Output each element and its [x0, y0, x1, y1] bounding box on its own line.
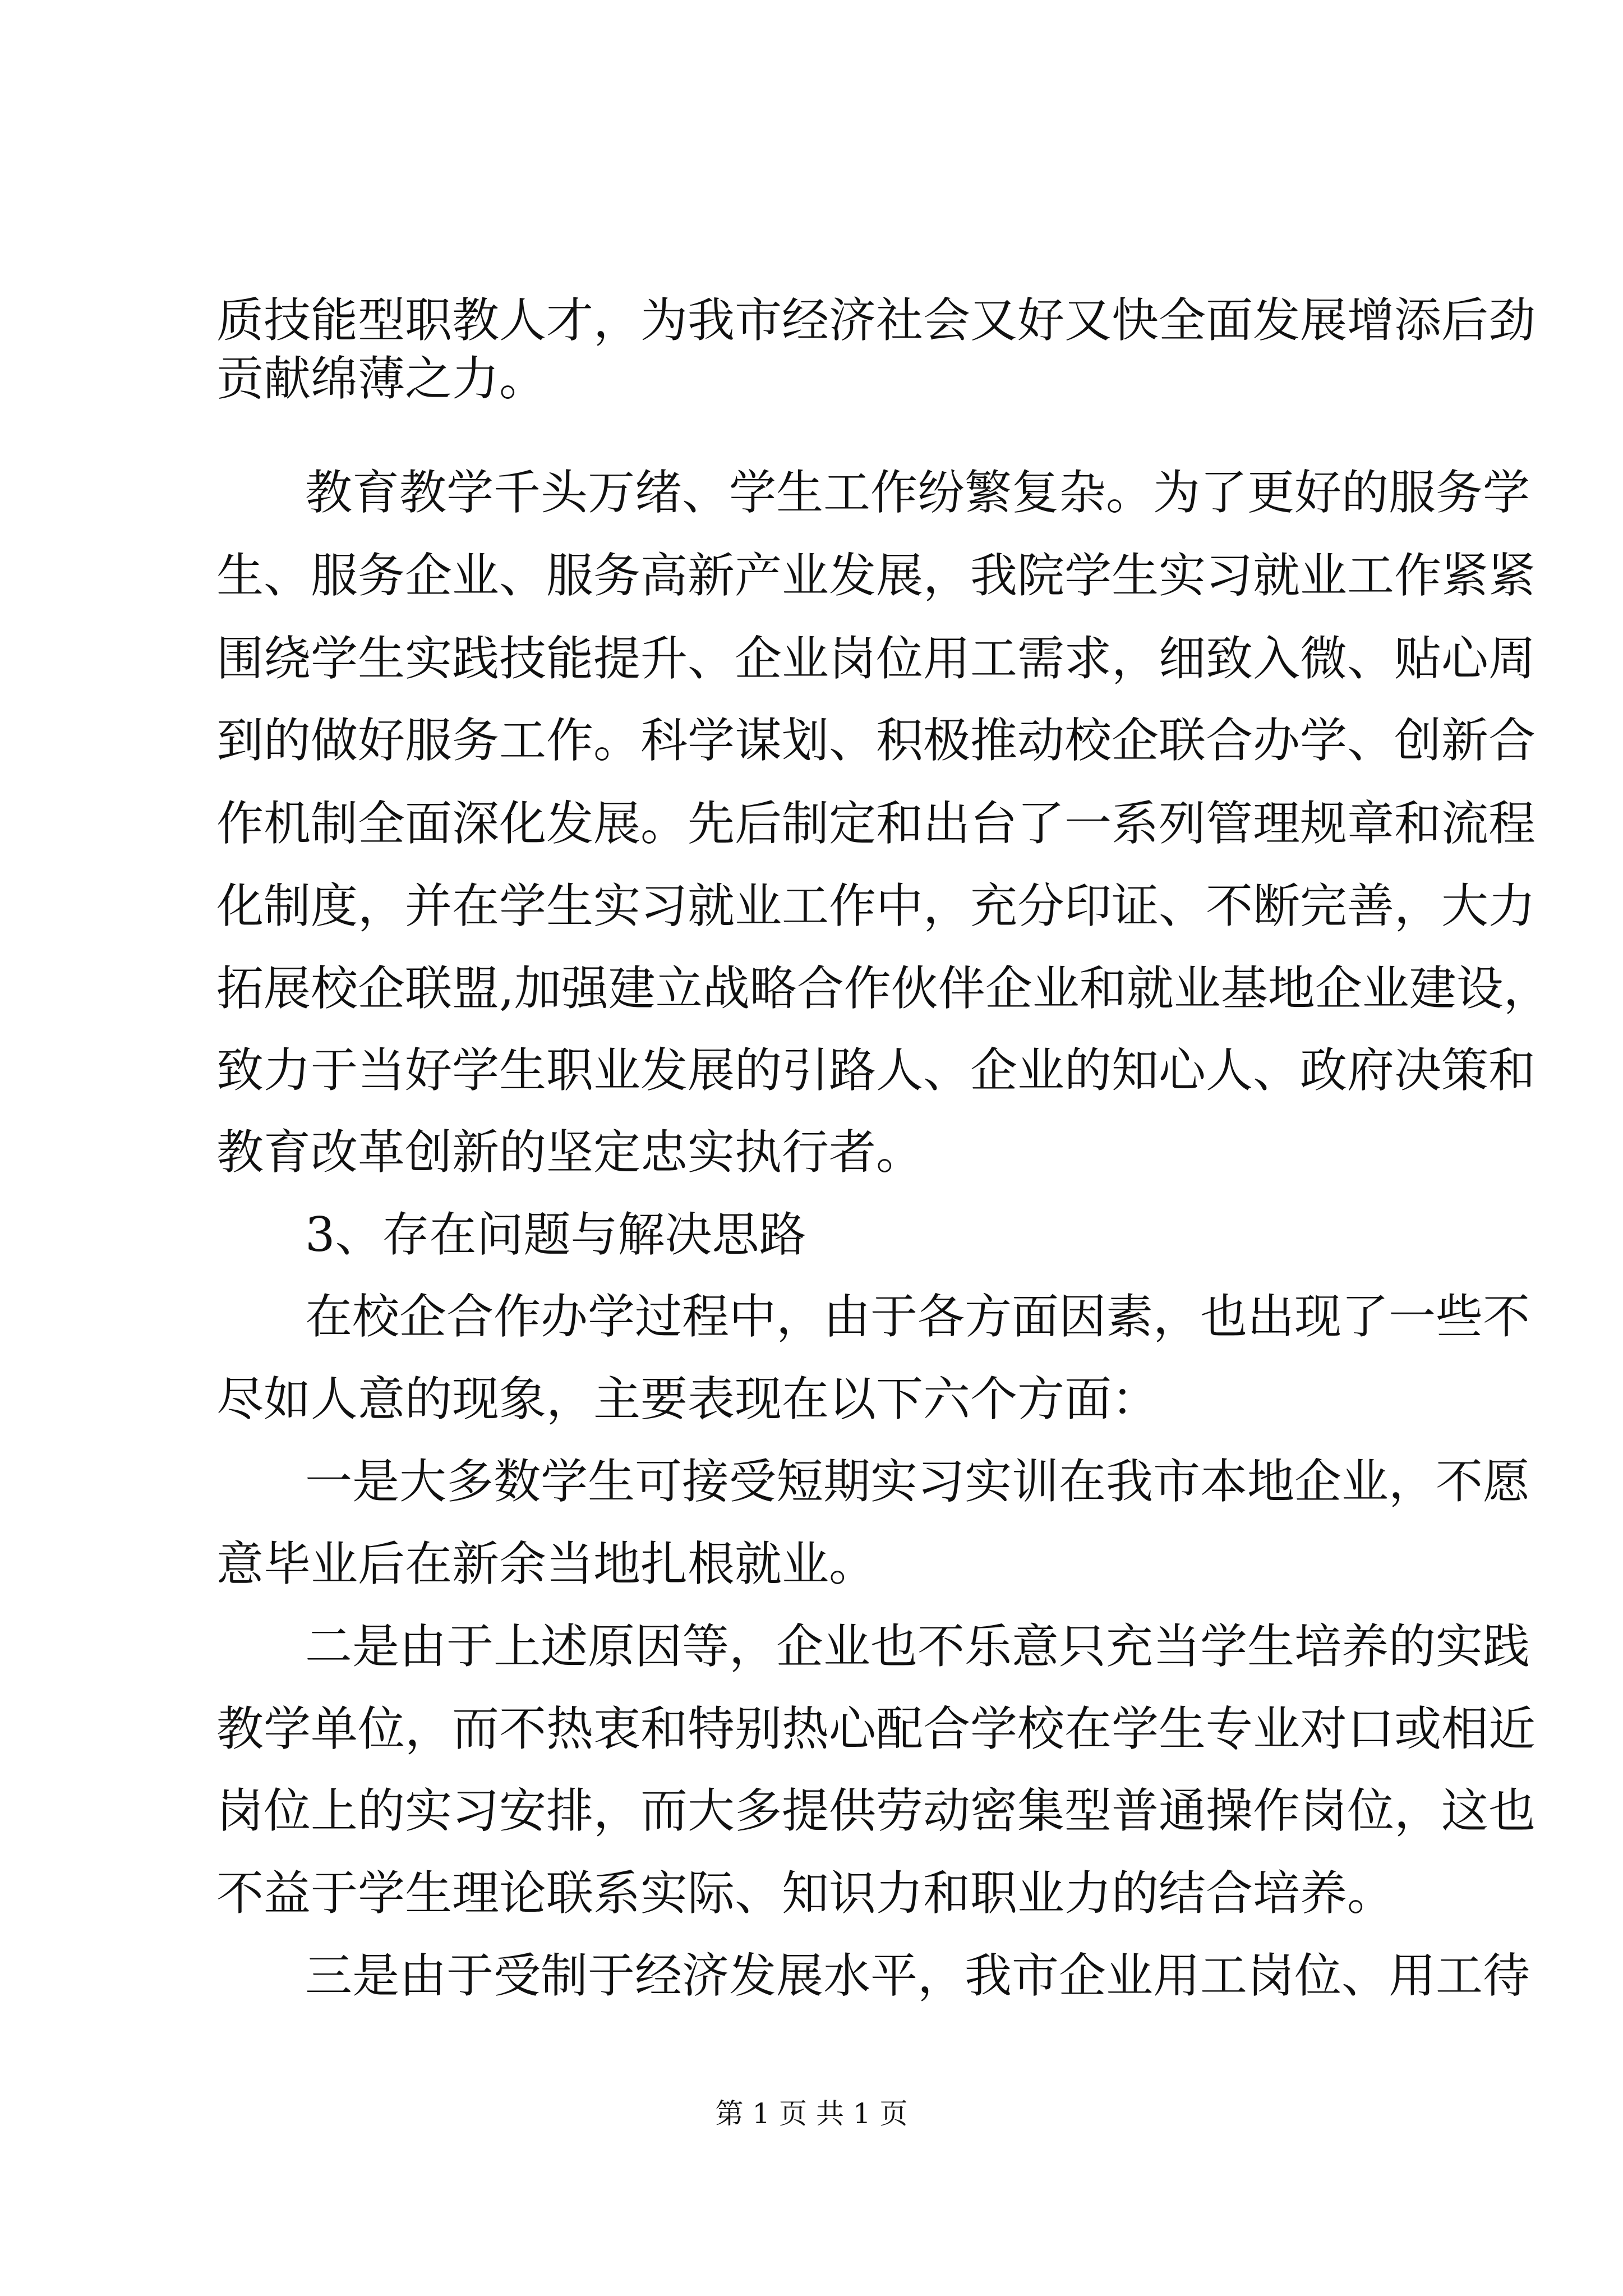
text-line: 贡献绵薄之力。 [216, 351, 547, 406]
text-line: 到的做好服务工作。科学谋划、积极推动校企联合办学、创新合 [216, 713, 1536, 768]
text-line: 岗位上的实习安排，而大多提供劳动密集型普通操作岗位，这也 [216, 1783, 1536, 1838]
page-footer: 第 1 页 共 1 页 [715, 2097, 908, 2130]
text-line: 不益于学生理论联系实际、知识力和职业力的结合培养。 [216, 1866, 1395, 1921]
text-line: 作机制全面深化发展。先后制定和出台了一系列管理规章和流程 [216, 796, 1536, 851]
text-line: 致力于当好学生职业发展的引路人、企业的知心人、政府决策和 [216, 1043, 1536, 1098]
text-line: 化制度，并在学生实习就业工作中，充分印证、不断完善，大力 [216, 878, 1536, 933]
text-line: 教育改革创新的坚定忠实执行者。 [216, 1125, 924, 1180]
text-line: 生、服务企业、服务高新产业发展，我院学生实习就业工作紧紧 [216, 548, 1536, 603]
text-line: 二是由于上述原因等，企业也不乐意只充当学生培养的实践 [305, 1619, 1530, 1674]
text-line: 在校企合作办学过程中，由于各方面因素，也出现了一些不 [305, 1289, 1530, 1344]
text-line: 教学单位，而不热衷和特别热心配合学校在学生专业对口或相近 [216, 1701, 1536, 1756]
text-line: 三是由于受制于经济发展水平，我市企业用工岗位、用工待 [305, 1948, 1530, 2003]
text-line: 拓展校企联盟,加强建立战略合作伙伴企业和就业基地企业建设， [216, 961, 1551, 1016]
text-line: 意毕业后在新余当地扎根就业。 [216, 1536, 877, 1591]
text-line: 一是大多数学生可接受短期实习实训在我市本地企业，不愿 [305, 1454, 1530, 1509]
text-line: 教育教学千头万绪、学生工作纷繁复杂。为了更好的服务学 [305, 465, 1530, 520]
text-line: 质技能型职教人才，为我市经济社会又好又快全面发展增添后劲 [216, 293, 1536, 348]
text-line: 尽如人意的现象，主要表现在以下六个方面： [216, 1372, 1159, 1427]
section-heading: 3、存在问题与解决思路 [305, 1207, 806, 1262]
text-line: 围绕学生实践技能提升、企业岗位用工需求，细致入微、贴心周 [216, 631, 1536, 686]
